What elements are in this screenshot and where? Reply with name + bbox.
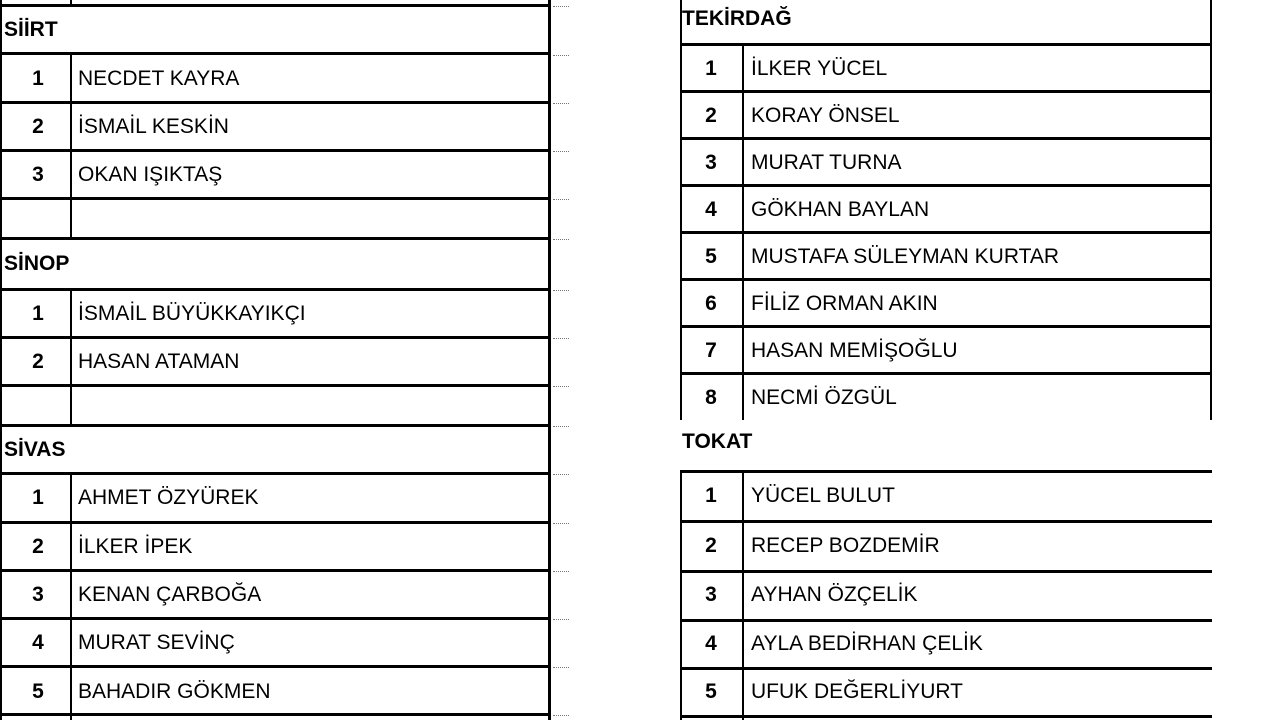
candidate-name: FİLİZ ORMAN AKIN <box>751 292 938 315</box>
row-divider <box>0 101 551 104</box>
candidate-name: HASAN MEMİŞOĞLU <box>751 339 958 362</box>
row-divider <box>680 90 1212 93</box>
row-number: 8 <box>705 386 717 409</box>
province-header: SİVAS <box>4 438 66 461</box>
candidate-name: İSMAİL BÜYÜKKAYIKÇI <box>78 302 306 325</box>
row-divider <box>0 472 551 475</box>
row-number: 3 <box>32 163 44 186</box>
candidate-name: AHMET ÖZYÜREK <box>78 486 259 509</box>
candidate-name: İSMAİL KESKİN <box>78 115 229 138</box>
row-divider <box>680 570 1212 573</box>
candidate-name: İLKER İPEK <box>78 535 193 558</box>
row-divider <box>0 149 551 152</box>
candidate-name: NECDET KAYRA <box>78 67 240 90</box>
province-header: SİİRT <box>4 18 58 41</box>
row-divider <box>0 424 551 427</box>
row-number: 5 <box>705 680 717 703</box>
row-divider <box>0 197 551 200</box>
row-number: 4 <box>705 632 717 655</box>
row-divider <box>0 237 551 240</box>
row-number: 3 <box>32 583 44 606</box>
left-candidate-table <box>0 0 550 720</box>
candidate-name: AYLA BEDİRHAN ÇELİK <box>751 632 983 655</box>
row-divider <box>680 372 1212 375</box>
row-divider <box>680 43 1212 46</box>
row-divider <box>0 384 551 387</box>
row-number: 4 <box>32 631 44 654</box>
candidate-name: KORAY ÖNSEL <box>751 104 900 127</box>
candidate-name: KENAN ÇARBOĞA <box>78 583 262 606</box>
row-divider <box>0 336 551 339</box>
row-divider <box>0 4 551 7</box>
row-divider <box>0 665 551 668</box>
candidate-name: NECMİ ÖZGÜL <box>751 386 897 409</box>
row-number: 1 <box>32 486 44 509</box>
row-number: 1 <box>705 57 717 80</box>
column-divider <box>70 0 72 7</box>
row-divider <box>0 521 551 524</box>
candidate-name: OKAN IŞIKTAŞ <box>78 163 223 186</box>
candidate-name: BAHADIR GÖKMEN <box>78 680 271 703</box>
candidate-name: GÖKHAN BAYLAN <box>751 198 930 221</box>
row-divider <box>680 715 1212 718</box>
table-border <box>1210 0 1212 420</box>
row-divider <box>0 52 551 55</box>
row-number: 1 <box>705 484 717 507</box>
column-divider <box>742 470 744 720</box>
row-number: 4 <box>705 198 717 221</box>
candidate-name: MURAT TURNA <box>751 151 902 174</box>
right-candidate-table <box>680 0 1280 720</box>
province-header: SİNOP <box>4 252 70 275</box>
row-divider <box>680 619 1212 622</box>
candidate-name: YÜCEL BULUT <box>751 484 895 507</box>
row-divider <box>680 184 1212 187</box>
candidate-name: İLKER YÜCEL <box>751 57 888 80</box>
row-divider <box>0 288 551 291</box>
table-border <box>0 0 2 720</box>
row-divider <box>680 231 1212 234</box>
row-divider <box>680 278 1212 281</box>
row-number: 2 <box>705 534 717 557</box>
province-header: TOKAT <box>682 430 753 453</box>
row-divider <box>680 667 1212 670</box>
row-number: 5 <box>705 245 717 268</box>
row-divider <box>680 470 1212 473</box>
candidate-name: AYHAN ÖZÇELİK <box>751 583 918 606</box>
row-divider <box>0 713 551 716</box>
row-number: 5 <box>32 680 44 703</box>
candidate-name: MUSTAFA SÜLEYMAN KURTAR <box>751 245 1060 268</box>
row-number: 3 <box>705 151 717 174</box>
row-number: 2 <box>32 115 44 138</box>
province-header: TEKİRDAĞ <box>682 7 792 30</box>
row-divider <box>680 137 1212 140</box>
row-number: 1 <box>32 67 44 90</box>
row-number: 1 <box>32 302 44 325</box>
table-border <box>548 0 551 720</box>
row-number: 2 <box>32 535 44 558</box>
row-number: 2 <box>705 104 717 127</box>
row-divider <box>680 325 1212 328</box>
candidate-name: UFUK DEĞERLİYURT <box>751 680 963 703</box>
row-divider <box>0 617 551 620</box>
row-number: 3 <box>705 583 717 606</box>
row-number: 7 <box>705 339 717 362</box>
candidate-name: MURAT SEVİNÇ <box>78 631 235 654</box>
row-divider <box>680 520 1212 523</box>
candidate-name: RECEP BOZDEMİR <box>751 534 940 557</box>
row-divider <box>0 569 551 572</box>
candidate-name: HASAN ATAMAN <box>78 350 240 373</box>
row-number: 6 <box>705 292 717 315</box>
row-number: 2 <box>32 350 44 373</box>
